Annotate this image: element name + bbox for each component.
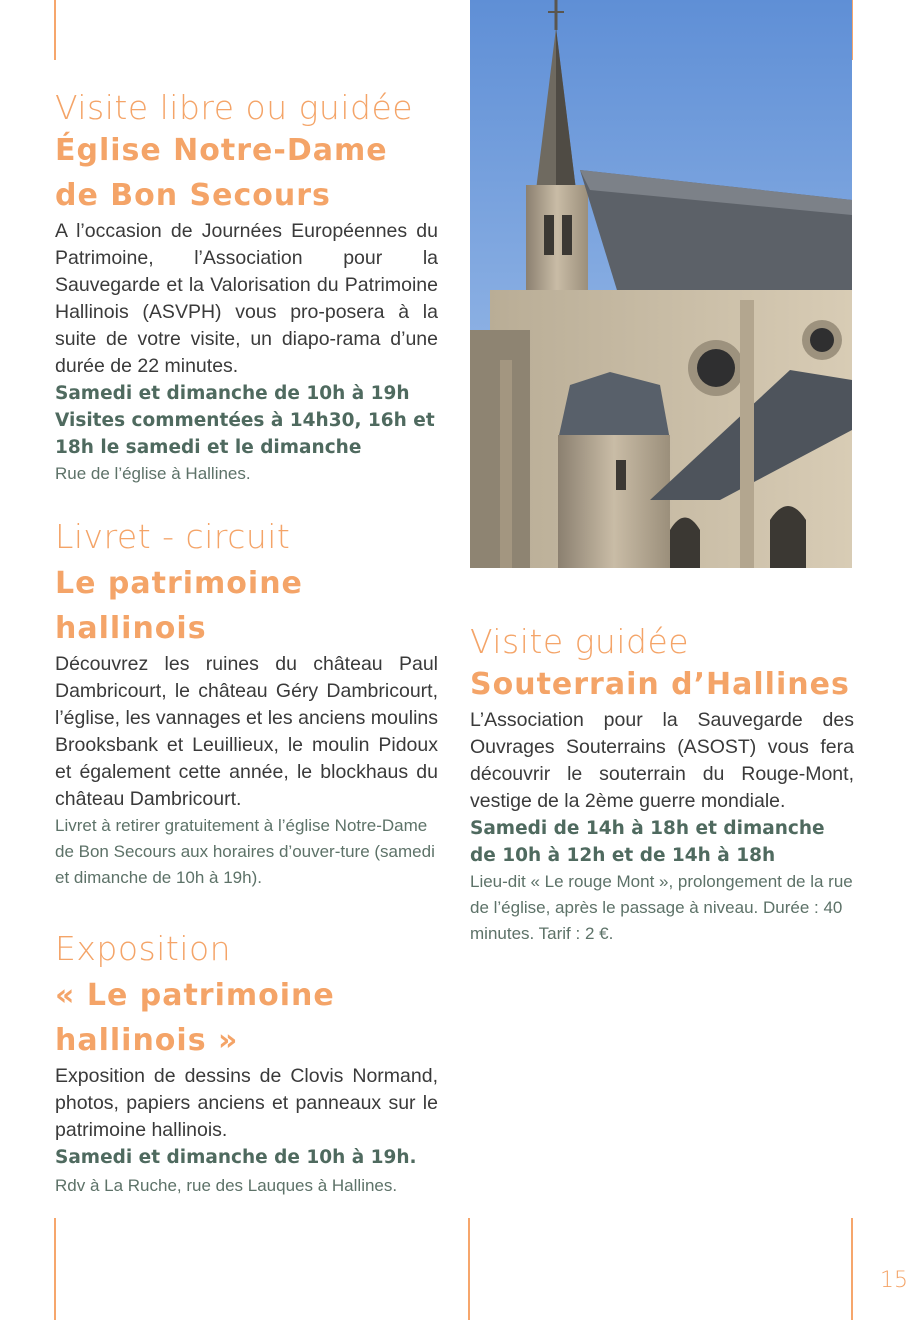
section-body: A l’occasion de Journées Européennes du Patrimoine, l’Association pour la Sauvegarde et la Valorisation du Patrimoine Hallinois (ASVPH) vous pro-posera à la suite de votre visite, un diapo-rama d’une durée de 22 minutes. — [55, 220, 438, 377]
note-text: Livret à retirer gratuitement à l’église Notre-Dame de Bon Secours aux horaires d’ouver-ture (samedi et dimanche de 10h à 19h). — [55, 816, 435, 887]
section-body: L’Association pour la Sauvegarde des Ouvrages Souterrains (ASOST) vous fera découvrir le souterrain du Rouge-Mont, vestige de la 2ème guerre mondiale. — [470, 709, 854, 812]
address-text: Rdv à La Ruche, rue des Lauques à Hallines. — [55, 1176, 398, 1195]
section-title: Église Notre-Dame de Bon Secours — [55, 133, 388, 213]
section-body: Exposition de dessins de Clovis Normand, photos, papiers anciens et panneaux sur le patrimoine hallinois. — [55, 1065, 438, 1141]
top-left-rule — [54, 0, 56, 60]
section-body: Découvrez les ruines du château Paul Dambricourt, le château Géry Dambricourt, l’église, les vannages et les anciens moulins Brooksbank et Leuillieux, le moulin Pidoux et également cette année, le blockhaus du château Dambricourt. — [55, 653, 438, 810]
section-title: « Le patrimoine hallinois » — [55, 978, 335, 1058]
bottom-left-rule — [54, 1218, 56, 1320]
section-title: Le patrimoine hallinois — [55, 566, 303, 646]
section-livret — [55, 517, 438, 891]
page-number: 15 — [880, 1268, 908, 1293]
details-text: Lieu-dit « Le rouge Mont », prolongement de la rue de l’église, après le passage à niveau. Durée : 40 minutes. Tarif : 2 €. — [470, 872, 853, 943]
bottom-middle-rule — [468, 1218, 470, 1320]
schedule-text: Samedi de 14h à 18h et dimanche de 10h à 12h et de 14h à 18h — [470, 818, 825, 866]
section-kicker: Visite guidée — [470, 622, 690, 661]
section-title: Souterrain d’Hallines — [470, 667, 850, 702]
schedule-text: Samedi et dimanche de 10h à 19h — [55, 383, 410, 404]
left-column — [55, 88, 438, 1199]
section-souterrain — [470, 622, 854, 947]
address-text: Rue de l’église à Hallines. — [55, 464, 251, 483]
church-photo — [470, 0, 852, 568]
section-notre-dame — [55, 88, 438, 487]
section-kicker: Livret - circuit — [55, 517, 291, 556]
section-kicker: Exposition — [55, 929, 232, 968]
section-exposition — [55, 929, 438, 1199]
schedule-text: Samedi et dimanche de 10h à 19h. — [55, 1147, 417, 1168]
bottom-right-rule — [851, 1218, 853, 1320]
guided-tours-text: Visites commentées à 14h30, 16h et 18h le samedi et le dimanche — [55, 410, 435, 458]
section-kicker: Visite libre ou guidée — [55, 88, 414, 127]
right-column — [470, 622, 854, 947]
